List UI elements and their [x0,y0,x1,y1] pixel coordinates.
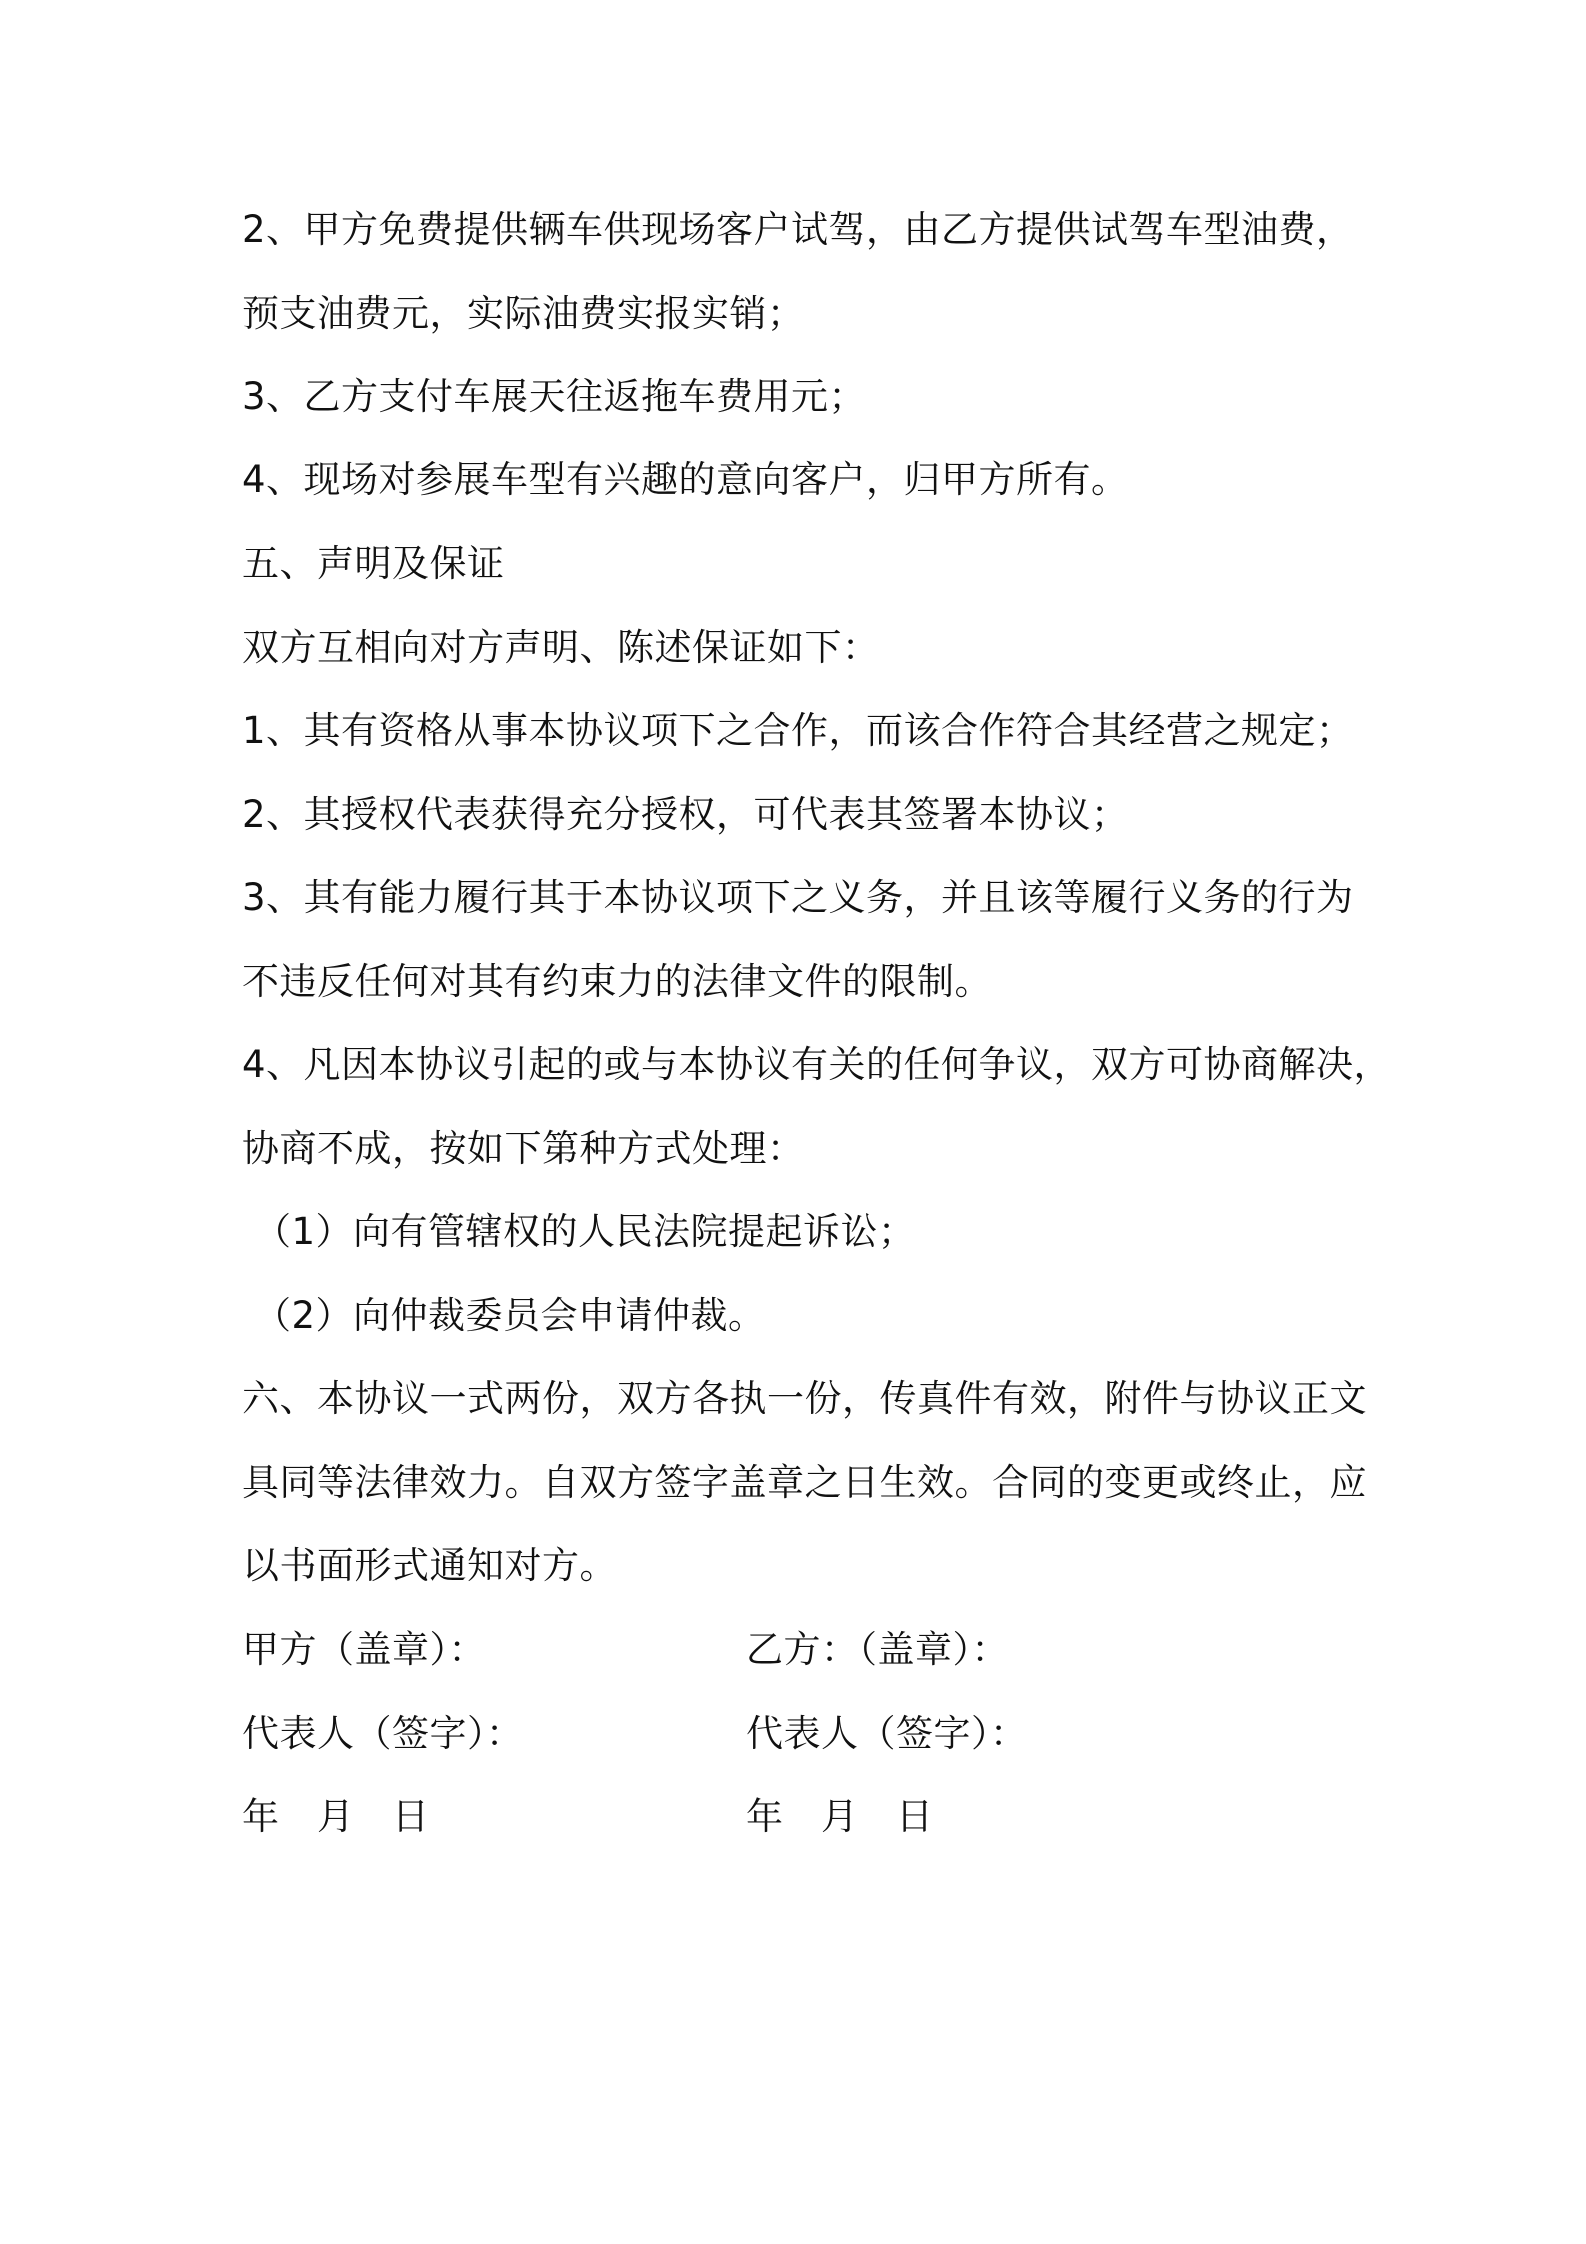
party-b-rep-label: 代表人（签字）： [746,1712,1028,1755]
clause-line-4: 4、现场对参展车型有兴趣的意向客户，归甲方所有。 [242,458,1129,501]
party-a-rep-label: 代表人（签字）： [242,1712,524,1755]
party-b-seal-label: 乙方：（盖章）： [746,1628,1009,1671]
clause-line-6: 双方互相向对方声明、陈述保证如下： [242,626,880,669]
date-day: 日 [392,1795,429,1838]
clause-line-16: 具同等法律效力。自双方签字盖章之日生效。合同的变更或终止，应 [242,1461,1367,1504]
date-year: 年 [746,1795,783,1838]
clause-line-8: 2、其授权代表获得充分授权，可代表其签署本协议； [242,793,1129,836]
date-month: 月 [821,1795,858,1838]
clause-line-12: 协商不成，按如下第种方式处理： [242,1127,805,1170]
clause-line-10: 不违反任何对其有约束力的法律文件的限制。 [242,960,992,1003]
clause-line-15: 六、本协议一式两份，双方各执一份，传真件有效，附件与协议正文 [242,1377,1367,1420]
dispute-option-2: （2）向仲裁委员会申请仲裁。 [254,1294,766,1337]
clause-line-3: 3、乙方支付车展天往返拖车费用元； [242,375,867,418]
section-heading-5: 五、声明及保证 [242,542,505,585]
date-year: 年 [242,1795,279,1838]
date-month: 月 [317,1795,354,1838]
date-day: 日 [896,1795,933,1838]
clause-line-2: 预支油费元，实际油费实报实销； [242,292,805,335]
clause-line-11: 4、凡因本协议引起的或与本协议有关的任何争议，双方可协商解决， [242,1043,1392,1086]
party-a-seal-label: 甲方（盖章）： [242,1628,486,1671]
clause-line-9: 3、其有能力履行其于本协议项下之义务，并且该等履行义务的行为 [242,876,1354,919]
party-b-date [746,1793,933,1841]
dispute-option-1: （1）向有管辖权的人民法院提起诉讼； [254,1210,916,1253]
clause-line-7: 1、其有资格从事本协议项下之合作，而该合作符合其经营之规定； [242,709,1354,752]
clause-line-1: 2、甲方免费提供辆车供现场客户试驾，由乙方提供试驾车型油费， [242,208,1354,251]
clause-line-17: 以书面形式通知对方。 [242,1544,617,1587]
party-a-date [242,1793,429,1841]
